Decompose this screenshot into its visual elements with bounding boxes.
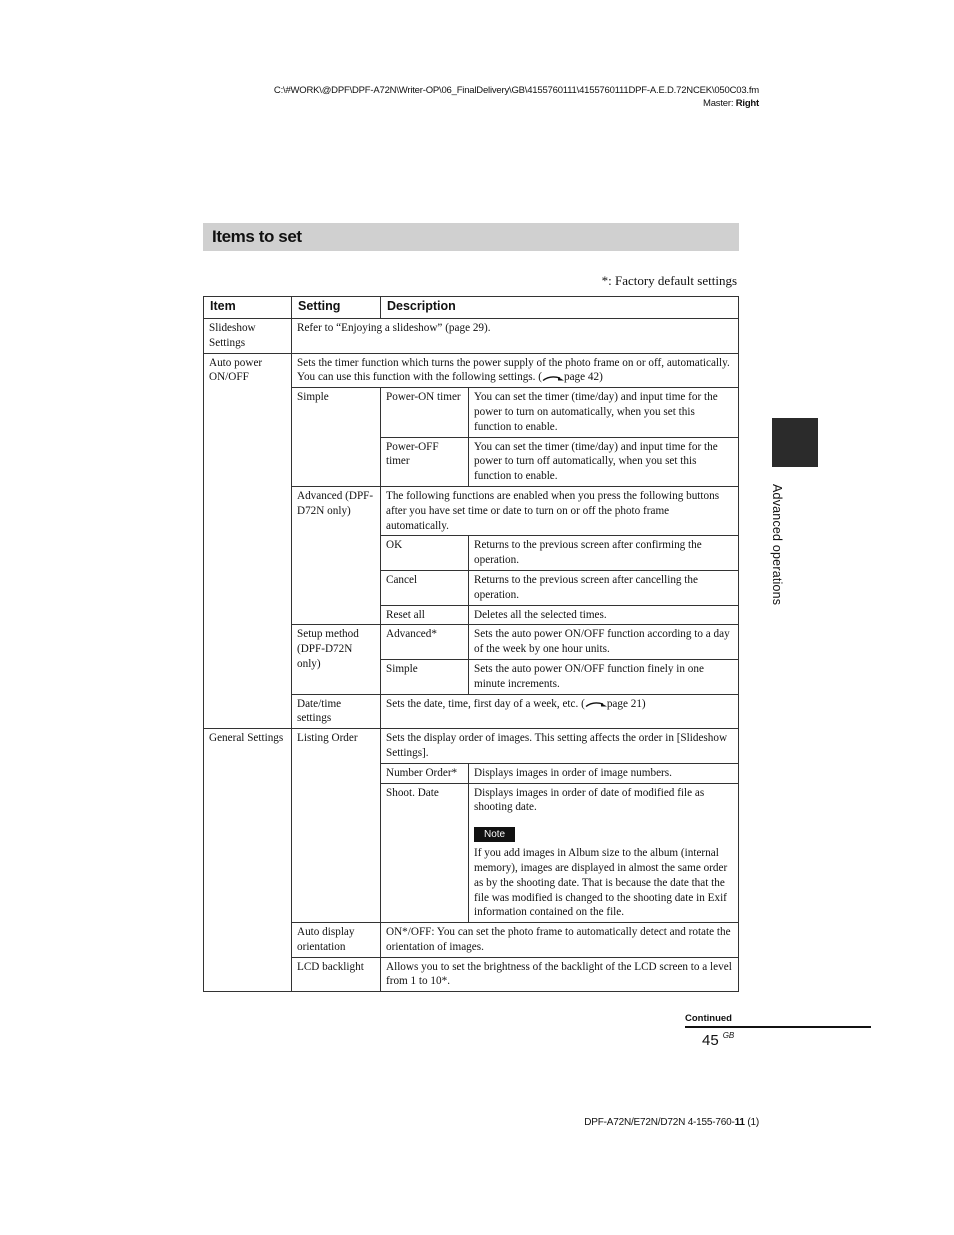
note-badge: Note [474, 827, 515, 842]
master-line [274, 97, 759, 110]
section-title-bar [203, 223, 739, 251]
table-row [204, 319, 739, 354]
master-label: Master: [703, 98, 736, 109]
model-footer: DPF-A72N/E72N/D72N 4-155-760-11 (1) [584, 1117, 759, 1128]
sub-setup-simple: Simple [381, 659, 469, 694]
desc-power-off-timer: You can set the timer (time/day) and input time for the power to turn off automatically, when you set this function to enable. [469, 437, 739, 486]
sub-shoot-date: Shoot. Date [381, 783, 469, 923]
settings-table [203, 296, 739, 992]
datetime-description: Sets the date, time, first day of a week, etc. ( page 21) [381, 694, 739, 729]
header-item: Item [204, 297, 292, 319]
desc-auto-display: ON*/OFF: You can set the photo frame to automatically detect and rotate the orientation of images. [381, 923, 739, 958]
desc-setup-simple: Sets the auto power ON/OFF function finely in one minute increments. [469, 659, 739, 694]
setting-listing-order: Listing Order [292, 729, 381, 923]
setting-advanced: Advanced (DPF-D72N only) [292, 486, 381, 624]
setting-setup-method: Setup method (DPF-D72N only) [292, 625, 381, 694]
item-general: General Settings [204, 729, 292, 992]
setting-lcd-backlight: LCD backlight [292, 957, 381, 992]
factory-default-note: *: Factory default settings [601, 273, 737, 288]
auto-power-intro: Sets the timer function which turns the power supply of the photo frame on or off, automatically. You can use this function with the following settings. ( page 42) [292, 353, 739, 388]
table-row [204, 353, 739, 388]
item-datetime: Date/time settings [292, 694, 381, 729]
setting-auto-display: Auto display orientation [292, 923, 381, 958]
setting-simple: Simple [292, 388, 381, 487]
continued-rule [685, 1026, 871, 1028]
sub-power-off-timer: Power-OFF timer [381, 437, 469, 486]
file-path: C:\#WORK\@DPF\DPF-A72N\Writer-OP\06_FinalDelivery\GB\4155760111\4155760111DPF-A.E.D.72NCEK\050C03.fm [273, 85, 759, 96]
sub-number-order: Number Order* [381, 763, 469, 783]
sub-ok: OK [381, 536, 469, 571]
sub-power-on-timer: Power-ON timer [381, 388, 469, 437]
table-row [204, 729, 739, 764]
listing-order-intro: Sets the display order of images. This setting affects the order in [Slideshow Settings]. [381, 729, 739, 764]
desc-shoot-date-cell [469, 783, 739, 923]
desc-setup-advanced: Sets the auto power ON/OFF function according to a day of the week by one hour units. [469, 625, 739, 660]
desc-reset-all: Deletes all the selected times. [469, 605, 739, 625]
header-setting: Setting [292, 297, 381, 319]
desc-number-order: Displays images in order of image numbers. [469, 763, 739, 783]
continued-label: Continued [685, 1013, 732, 1024]
page-reference-arrow-icon [542, 374, 564, 382]
section-title: Items to set [212, 227, 302, 246]
item-auto-power: Auto power ON/OFF [204, 353, 292, 729]
table-header-row [204, 297, 739, 319]
chapter-tab-label: Advanced operations [770, 484, 784, 606]
note-text: If you add images in Album size to the album (internal memory), images are displayed in almost the same order as by the shooting date. That is because the date that the file was modified is changed to the shooting date in Exif information contained on the file. [474, 847, 728, 919]
desc-shoot-date: Displays images in order of date of modified file as shooting date. [474, 786, 705, 814]
desc-cancel: Returns to the previous screen after cancelling the operation. [469, 570, 739, 605]
desc-ok: Returns to the previous screen after confirming the operation. [469, 536, 739, 571]
page-number: 45 $^{GB}$ [702, 1031, 735, 1049]
advanced-intro: The following functions are enabled when you press the following buttons after you have set time or date to turn on or off the photo frame automatically. [381, 486, 739, 535]
sub-reset-all: Reset all [381, 605, 469, 625]
file-path-header [274, 84, 759, 110]
chapter-tab-marker [772, 418, 818, 467]
desc-lcd-backlight: Allows you to set the brightness of the backlight of the LCD screen to a level from 1 to 10*. [381, 957, 739, 992]
header-description: Description [381, 297, 739, 319]
desc-power-on-timer: You can set the timer (time/day) and input time for the power to turn on automatically, when you set this function to enable. [469, 388, 739, 437]
master-value: Right [735, 98, 759, 109]
sub-setup-advanced: Advanced* [381, 625, 469, 660]
page-suffix: GB [722, 1031, 735, 1040]
page-reference-arrow-icon [585, 700, 607, 708]
sub-cancel: Cancel [381, 570, 469, 605]
item-slideshow: Slideshow Settings [204, 319, 292, 354]
slideshow-description: Refer to “Enjoying a slideshow” (page 29). [292, 319, 739, 354]
